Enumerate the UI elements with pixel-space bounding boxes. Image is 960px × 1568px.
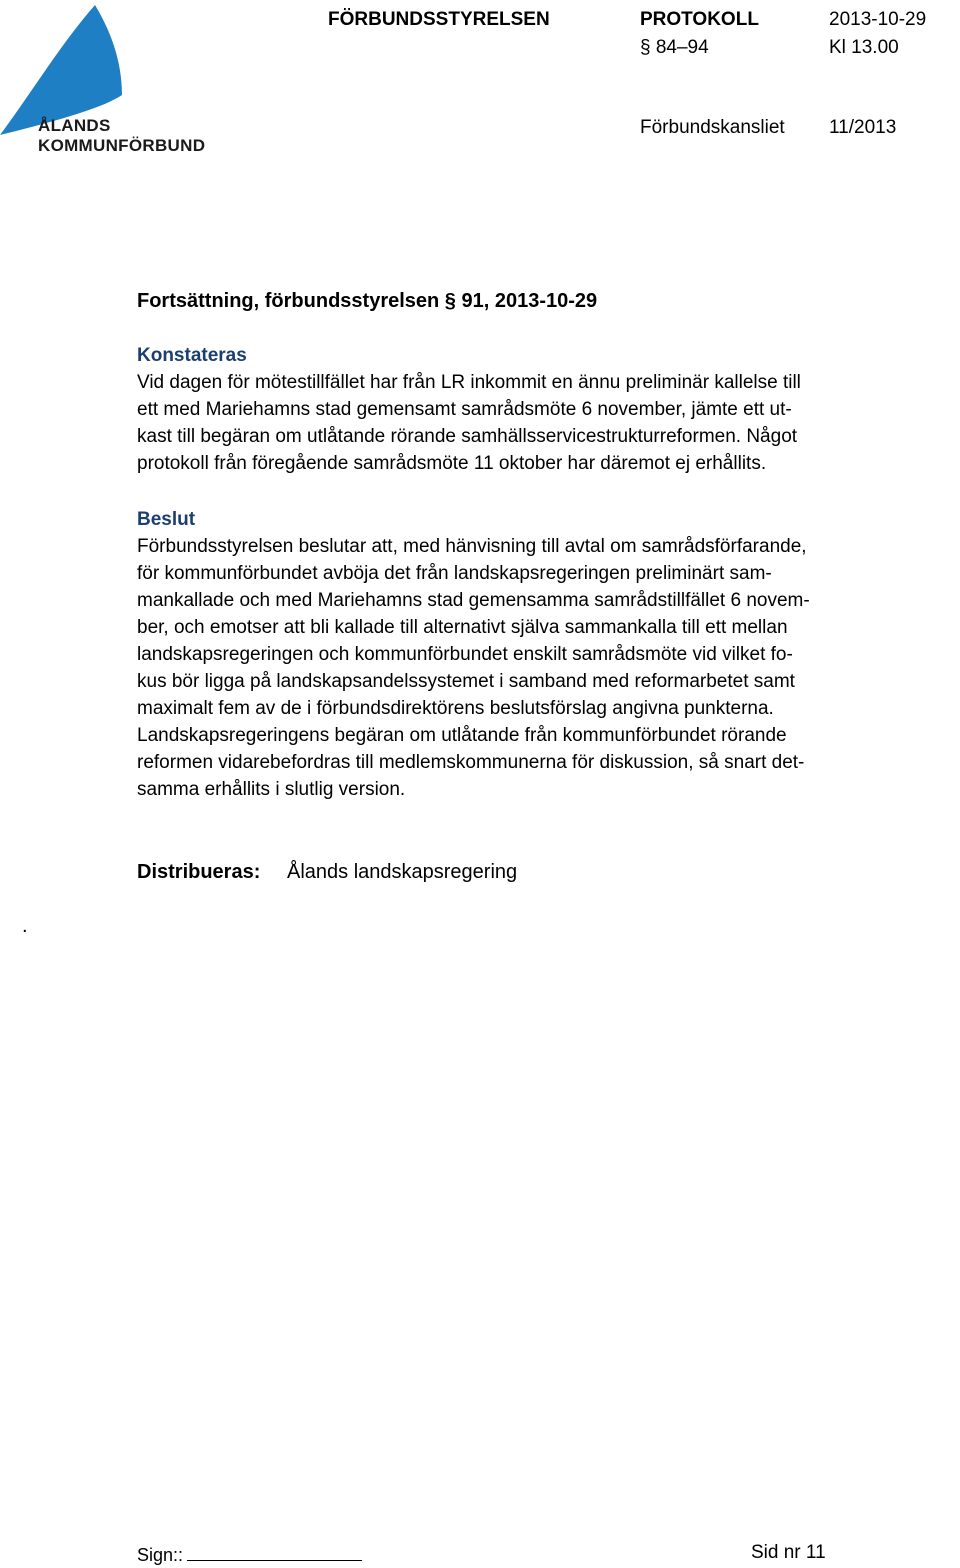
stray-dot: . [22,915,28,937]
sign-label: Sign:: [137,1545,184,1565]
beslut-line: kus bör ligga på landskapsandelssystemet i samband med reformarbetet samt [137,671,795,692]
alands-kommunforbund-logo [0,0,210,160]
beslut-line: Förbundsstyrelsen beslutar att, med hänvisning till avtal om samrådsförfarande, [137,536,807,557]
distribution-label: Distribueras: [137,861,261,883]
konstateras-line: Vid dagen för mötestillfället har från LR inkommit en ännu preliminär kallelse till [137,372,801,393]
header-date: 2013-10-29 [829,9,927,30]
sign-underline [187,1546,362,1561]
header-time: Kl 13.00 [829,37,899,58]
header-number: 11/2013 [829,117,897,138]
beslut-line: landskapsregeringen och kommunförbundet enskilt samrådsmöte vid vilket fo- [137,644,793,665]
logo-line-1: ÅLANDS [38,116,111,135]
konstateras-line: ett med Mariehamns stad gemensamt samrådsmöte 6 november, jämte ett ut- [137,399,792,420]
konstateras-line: kast till begäran om utlåtande rörande samhällsservicestrukturreformen. Något [137,426,798,447]
beslut-line: maximalt fem av de i förbundsdirektörens beslutsförslag angivna punkterna. [137,698,774,719]
konstateras-title: Konstateras [137,345,247,366]
header-doc-type: PROTOKOLL [640,9,759,30]
logo-line-2: KOMMUNFÖRBUND [38,136,206,155]
konstateras-body [137,369,877,477]
header-sections: § 84–94 [640,37,709,58]
header-org: FÖRBUNDSSTYRELSEN [328,9,550,30]
distribution-value: Ålands landskapsregering [287,861,518,883]
page-heading: Fortsättning, förbundsstyrelsen § 91, 2013-10-29 [137,290,598,312]
beslut-body [137,533,877,803]
beslut-line: Landskapsregeringens begäran om utlåtande från kommunförbundet rörande [137,725,787,746]
konstateras-line: protokoll från föregående samrådsmöte 11 oktober har däremot ej erhållits. [137,453,767,474]
beslut-line: reformen vidarebefordras till medlemskommunerna för diskussion, så snart det- [137,752,805,773]
beslut-line: samma erhållits i slutlig version. [137,779,406,800]
page-number: Sid nr 11 [751,1542,826,1563]
sign-field [137,1543,362,1567]
beslut-line: för kommunförbundet avböja det från landskapsregeringen preliminärt sam- [137,563,772,584]
beslut-line: ber, och emotser att bli kallade till alternativt själva sammankalla till ett mellan [137,617,788,638]
header-office: Förbundskansliet [640,117,785,138]
beslut-title: Beslut [137,509,196,530]
beslut-line: mankallade och med Mariehamns stad gemensamma samrådstillfället 6 novem- [137,590,810,611]
